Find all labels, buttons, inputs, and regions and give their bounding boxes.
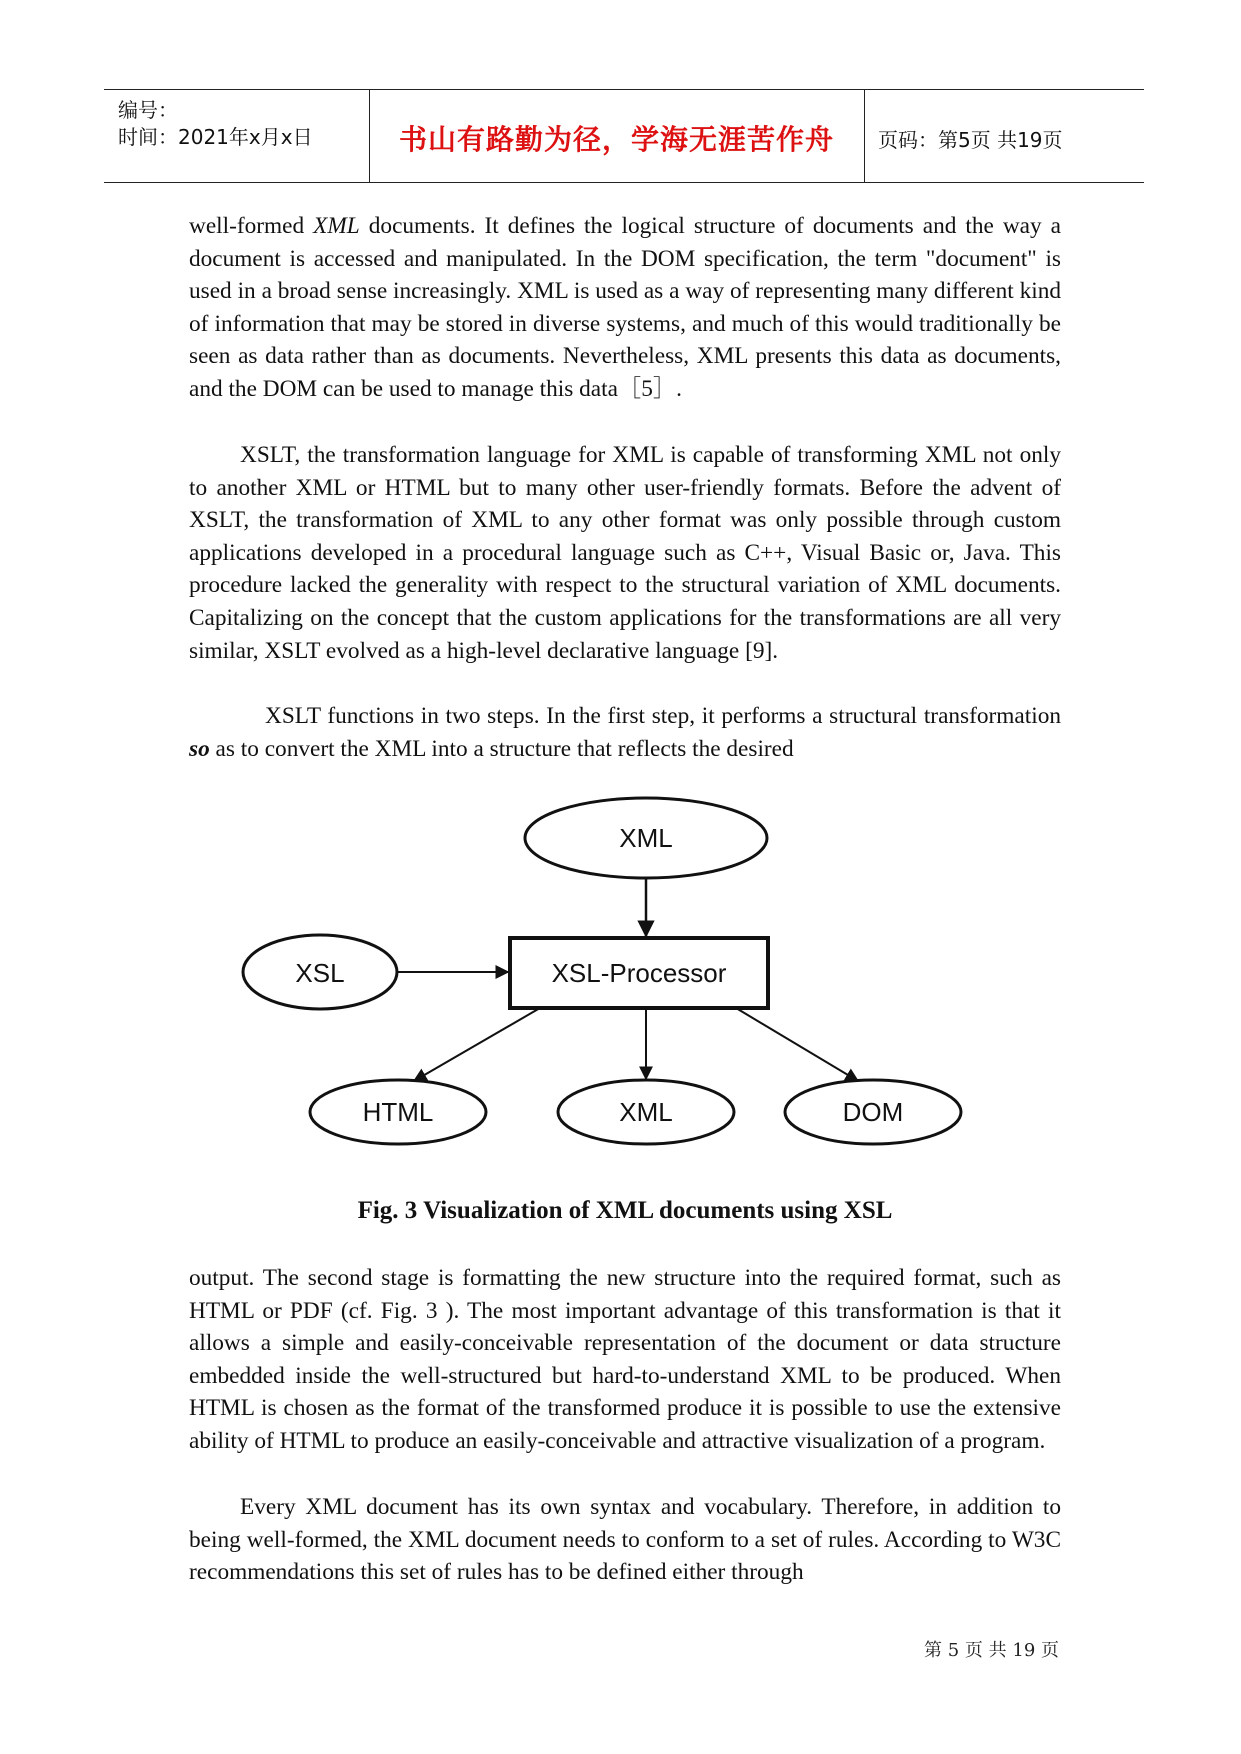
xml-top-label: XML xyxy=(619,823,673,853)
xsl-processor-label: XSL-Processor xyxy=(551,958,727,988)
header-meta-cell xyxy=(104,90,370,182)
paragraph-4: output. The second stage is formatting the new structure into the required format, such as HTML or PDF (cf. Fig. 3 ). The most important advantage of this transformation is that it allows a simple and easily-conceivable representation of the document or data structure embedded inside the well-structured but hard-to-understand XML to be produced. When HTML is chosen as the format of the transformed produce it is possible to use the extensive ability of HTML to produce an easily-conceivable and attractive visualization of a program. xyxy=(189,1265,1061,1454)
header-page-info: 页码：第5页 共19页 xyxy=(878,128,1063,152)
serial-number-label: 编号： xyxy=(118,98,178,122)
paragraph-3-start: XSLT functions in two steps. In the first step, it performs a structural transformation xyxy=(265,703,1061,729)
time-label: 时间：2021年x月x日 xyxy=(118,125,313,149)
dom-label: DOM xyxy=(842,1097,904,1127)
paragraph-1-rest: documents. It defines the logical structure of documents and the way a document is accessed and manipulated. In the DOM specification, the term "document" is used in a broad sense increasingly. XML is used as a way of representing many different kind of information that may be stored in diverse systems, and much of this would traditionally be seen as data rather than as documents. Nevertheless, XML presents this data as documents, and the DOM can be used to manage this data［5］. xyxy=(189,213,1062,402)
paragraph-2: XSLT, the transformation language for XML is capable of transforming XML not only to another XML or HTML but to many other user-friendly formats. Before the advent of XSLT, the transformation of XML to any other format was only possible through custom applications developed in a procedural language such as C++, Visual Basic or, Java. This procedure lacked the generality with respect to the structural variation of XML documents. Capitalizing on the concept that the custom applications for the transformations are all very similar, XSLT evolved as a high-level declarative language [9]. xyxy=(189,442,1061,664)
arrow-processor-to-html xyxy=(414,1008,540,1081)
header-motto: 书山有路勤为径，学海无涯苦作舟 xyxy=(398,123,834,156)
paragraph-3 xyxy=(189,700,1061,765)
page-header xyxy=(104,89,1144,183)
paragraph-5: Every XML document has its own syntax and vocabulary. Therefore, in addition to being well-formed, the XML document needs to conform to a set of rules. According to W3C recommendations this set of rules has to be defined either through xyxy=(189,1494,1061,1586)
arrow-processor-to-dom xyxy=(736,1008,858,1081)
paragraph-1 xyxy=(189,210,1061,406)
page-footer: 第 5 页 共 19 页 xyxy=(924,1640,1059,1661)
html-label: HTML xyxy=(362,1097,434,1127)
paragraph-3-rest: as to convert the XML into a structure that reflects the desired xyxy=(209,735,794,762)
header-motto-cell xyxy=(369,90,865,182)
paragraph-3-emphasis: so xyxy=(189,735,210,762)
header-page-cell xyxy=(864,90,1144,182)
figure-caption: Fig. 3 Visualization of XML documents using XSL xyxy=(357,1197,893,1224)
xsl-diagram xyxy=(230,790,990,1170)
paragraph-1-emphasis: XML xyxy=(313,213,360,239)
paragraph-1-start: well-formed xyxy=(189,213,314,239)
xsl-label: XSL xyxy=(295,958,345,988)
xml-out-label: XML xyxy=(619,1097,673,1127)
